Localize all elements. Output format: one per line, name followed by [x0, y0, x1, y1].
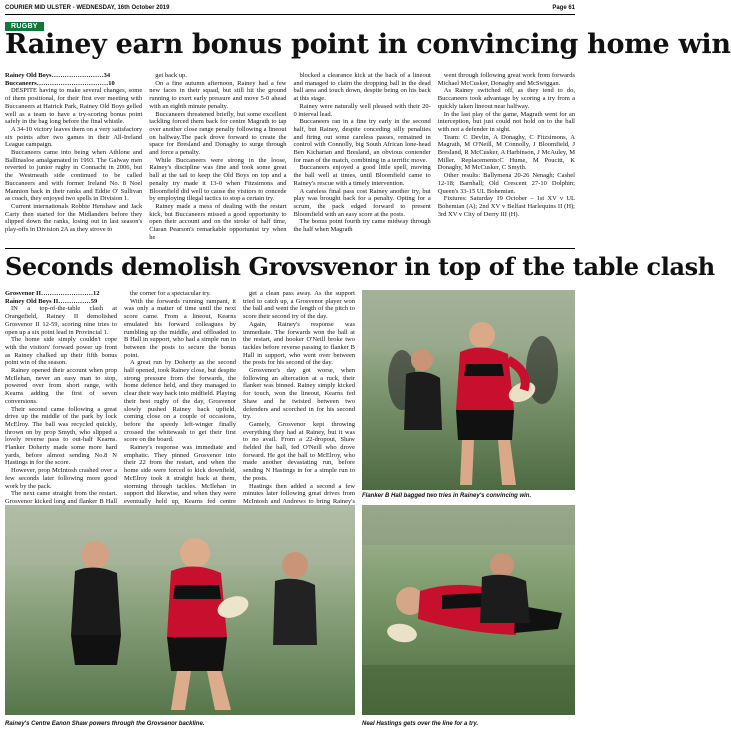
article-paragraph: Rainey made a mess of dealing with the restart kick, but Buccaneers missed a good opportunity to open their account and on the stroke of half time, Ciaran Pearson's remarkable opportunist try when he — [149, 202, 287, 241]
article-paragraph: get a clean pass away. As the support tried to catch up, a Grosvenor player won the ball and went the length of the pitch to score their second try of the day. — [243, 290, 355, 321]
article-paragraph: A 34-10 victory leaves them on a very satisfactory six points after two games in their All-Ireland League campaign. — [5, 125, 143, 149]
page-number: Page 61 — [552, 5, 575, 11]
article-paragraph: Rainey's response was immediate and emphatic. They pinned Grosvenor into their 22 from the restart, and when the home side were forced to kick downfield, McElroy took it straight back at them, storming through tackles. McIlehan in support did likewise, and when they were eventually held up, Kearns fed centre — [124, 444, 236, 505]
article-paragraph: Grosvenor's day got worse, when following an altercation at a ruck, their flanker was binned. Rainey simply kicked for touch, won the lineout, Kearns fed Shaw and he twisted between two defenders and scorched in for his second try. — [243, 367, 355, 421]
article-paragraph: The next came straight from the restart. Grosvenor kicked long and flanker B Hall — [5, 490, 117, 505]
article-paragraph: Gamely, Grosvenor kept throwing everything they had at Rainey, but it was to no avail. From a 22-dropout, Shaw fielded the ball, fed O'Neill who drove forward. He got the ball to McElroy, who made another devastating run, before sending N Hastings in for a simple run to the posts. — [243, 420, 355, 482]
article-paragraph: Fixtures: Saturday 19 October – 1st XV v UL Bohemian (A); 2nd XV v Belfast Harlequins II (H); 3rd XV v City of Derry III (H). — [437, 195, 575, 218]
article-paragraph: In the last play of the game, Magrath went for an interception, but just could not hold on to the ball with not a defender in sight. — [437, 110, 575, 133]
story1-col-1 — [5, 72, 142, 247]
photo-flanker-hall — [362, 290, 575, 490]
score-line: Rainey Old Boys II……………59 — [5, 297, 98, 305]
caption-try: Neal Hastings gets over the line for a try. — [362, 721, 479, 727]
article-paragraph: DESPITE having to make several changes, some of them positional, for their first ever meeting with Buccaneers at Hatrick Park, Rainey Old Boys gelled well as a team to have a try-scoring bonus point safely in the bag long before the final whistle. — [5, 87, 143, 126]
article-paragraph: On a fine autumn afternoon, Rainey had a few new faces in their squad, but still hit the ground running to exert early pressure and move 5-0 ahead with an eighth minute penalty. — [149, 79, 287, 110]
photo-centre-image — [5, 505, 355, 715]
article-paragraph: blocked a clearance kick at the back of a lineout and managed to claim the dropping ball in the dead ball area and touch down, despite being on his back at this stage. — [293, 72, 431, 103]
article-paragraph: went through following great work from forwards Michael McCusker, Donaghy and McSwiggan. — [437, 72, 575, 87]
article-paragraph: Rainey were naturally well pleased with their 20-0 interval lead. — [293, 102, 431, 118]
article-paragraph: The home side simply couldn't cope with the visitors' forward power up front as Rainey chalked up their fifth bonus point win of the season. — [5, 336, 117, 367]
article-paragraph: Rainey opened their account when prop McIlehan, never an easy man to stop, powered over from short range, with Kearns adding the first of seven conversions. — [5, 367, 117, 405]
photo-try-image — [362, 505, 575, 715]
article-paragraph: get back up. — [155, 72, 187, 79]
article-paragraph: However, prop McIntosh crashed over a few seconds later following more good work by the pack. — [5, 467, 117, 490]
article-paragraph: Their second came following a great drive up the middle of the park by lock McElroy. The ball was recycled quickly, thrown on by prop Smyth, who slipped a lovely reverse pass to out-half Kearns. Flanker Doherty made some more hard yards, before almost sending No.8 N Hastings in for the score. — [5, 405, 117, 467]
story1-body — [5, 72, 575, 247]
article-paragraph: A great run by Doherty as the second half opened, took Rainey close, but despite strong pressure from the forwards, the home defence held, and they managed to clear their way back into midfield. Playing their best rugby of the day, Grosvenor slowly pushed Rainey back upfield, coming close on a couple of occasions, before the speedy left-winger finally crossed the whitewash to get their first score on the board. — [124, 359, 236, 444]
article-paragraph: the corner for a spectacular try. — [130, 290, 211, 297]
publication-line: COURIER MID ULSTER - WEDNESDAY, 16th October 2019 — [5, 5, 170, 11]
article-paragraph: With the forwards running rampant, it was only a matter of time until the next score came. From a lineout, Kearns emulated his forward colleagues by rumbling up the middle, and offloaded to B Hall in support, who had a simple run in between the posts to secure the bonus point. — [124, 297, 236, 359]
article-paragraph: Buccaneers came into being when Athlone and Ballinasloe amalgamated in 1993. The Galway men reverted to junior rugby in Connacht in 2006, but the Westmeath side continued to be called Buccaneers and with former Ireland No. 8 Noel Mannion back in their ranks and Eddie O' Sullivan as coach, they enjoyed two spells in Division 1. — [5, 149, 143, 203]
photo-centre-shaw — [5, 505, 355, 715]
article-paragraph: A careless final pass cost Rainey another try, but play was brought back for a penalty. Opting for a scrum, the pack edged forward to present Bloomfield with an easy score at the posts. — [293, 187, 431, 218]
article-paragraph: Other results: Ballymena 20-26 Nenagh; Cashel 12-18; Barnhall; Old Crescent 27-10 Dolphin; Queen's 33-15 UL Bohemian. — [437, 172, 575, 195]
article-paragraph: Buccaneers threatened briefly, but some excellent tackling forced them back for centre Magrath to tap over another close range penalty following a lineout on halfway.The pack drove forward to create the space for Bresland and Donaghy to surge through and force a penalty. — [149, 110, 287, 157]
article-paragraph: Hastings then added a second a few minutes later following great drives from McIntosh and Andrews to bring Rainey's — [243, 482, 355, 505]
caption-flanker: Flanker B Hall bagged two tries in Rainey's convincing win. — [362, 493, 532, 499]
article-paragraph: Team: C Devlin, A Donaghy, C Fitzsimons, A Magrath, M O'Neill, M Connolly, J Bloomfield, J Bresland, R McCusker, A Harbinson, J McAuley, M Miller. Replacements:C Hume, M Poucitt, K Donaghy, M McCusker, C Smyth. — [437, 133, 575, 172]
story1-headline: Rainey earn bonus point in convincing home win — [5, 29, 731, 60]
article-paragraph: IN a top-of-the-table clash at Orangefield, Rainey II demolished Grosvenor II 12-59, scoring nine tries to open up a six point lead in Provincial 1. — [5, 305, 117, 336]
photo-flanker-image — [362, 290, 575, 490]
caption-centre: Rainey's Centre Eanon Shaw powers through the Grovsenor backline. — [5, 721, 205, 727]
page-header — [5, 3, 575, 13]
story1-col-2 — [149, 72, 286, 247]
story1-col-3 — [294, 72, 431, 247]
score-line: Grosvenor II……………………12 — [5, 290, 100, 297]
score-line: Buccaneers……………………………10 — [5, 79, 115, 87]
section-tag — [5, 14, 575, 30]
article-paragraph: Buccaneers ran in a fine try early in the second half, but Rainey, despite conceding silly penalties and firing out some careless passes, remained in control with Connolly, big South African lone-head Ben Kicharian and Bresland, an obvious contender for man of the match, combining in a terrific move. — [293, 118, 431, 164]
section-label: RUGBY — [5, 22, 44, 31]
article-paragraph: Again, Rainey's response was immediate. The forwards won the ball at the restart, and hooker O'Neill broke two tackles before reverse passing to flanker B Hall in support, who went over between the posts for his second of the day. — [243, 320, 355, 367]
article-paragraph: As Rainey switched off, as they tend to do, Buccaneers took advantage by scoring a try from a quickly taken lineout near halfway. — [437, 87, 575, 110]
photo-hastings-try — [362, 505, 575, 715]
story2-headline: Seconds demolish Grovsvenor in top of the table clash — [5, 252, 715, 281]
section-divider — [5, 248, 575, 249]
article-paragraph: Current internationals Robbie Henshaw and Jack Carty then started for the Midlanders before they slipped down the ranks, losing out in last season's play-offs in Division 2A as they strove to — [5, 202, 143, 234]
story1-col-4 — [438, 72, 575, 247]
article-paragraph: While Buccaneers were strong in the loose, Rainey's discipline was fine and took some great ball at the tail to keep the Old Boys on top and a penalty try made it 13-0 when Fitzsimons and Bloomfield did well to cause the visitors to concede by employing illegal tactics to stop a certain try. — [149, 156, 287, 203]
article-paragraph: Buccaneers enjoyed a good little spell, moving the ball well at times, until Bloomfield came to Rainey's rescue with a timely intervention. — [293, 164, 431, 187]
article-paragraph: The bonus point fourth try came midway through the half when Magrath — [293, 218, 431, 234]
score-line: Rainey Old Boys……………………34 — [5, 72, 111, 79]
